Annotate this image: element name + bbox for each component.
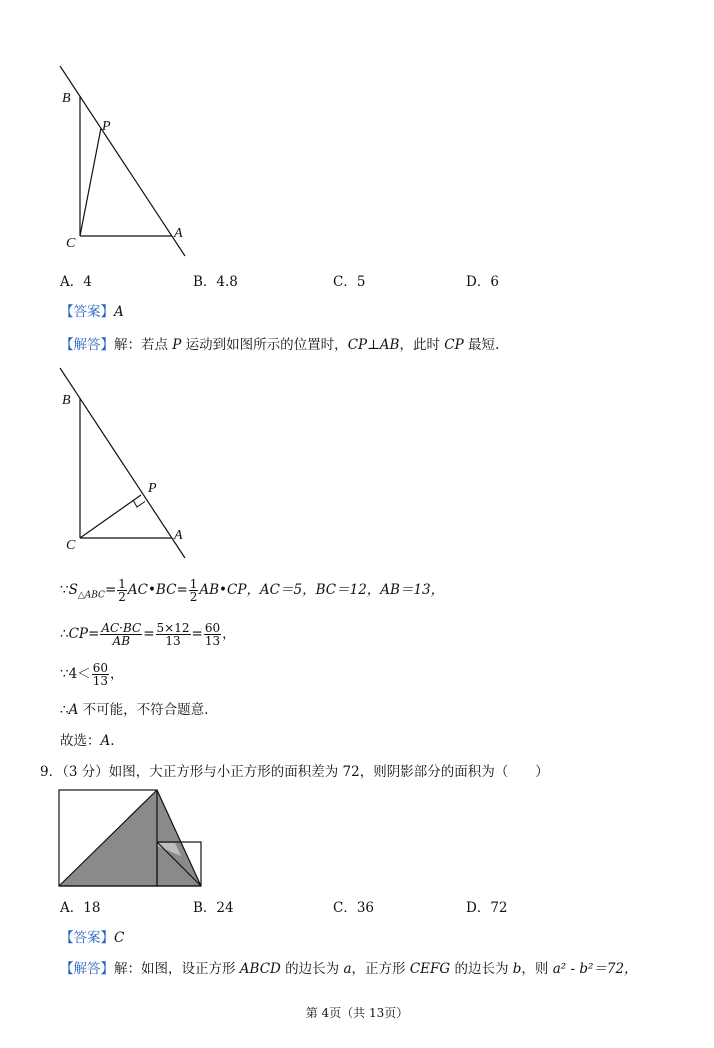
answer-value: C — [114, 930, 125, 946]
q8-analysis — [60, 336, 499, 354]
analysis-text: ，此时 — [399, 337, 445, 353]
math-line-area — [60, 578, 444, 605]
choice-value: A — [100, 733, 111, 749]
math-line-cp: ∴CP= $\frac{AC\cdot BC}{AB}$ = $\frac{5\times 12}{13}$ = $\frac{60}{13}$ ， — [60, 621, 236, 648]
product-ab-cp: AB•CP — [199, 582, 247, 598]
analysis-tag: 【解答】 — [60, 961, 114, 977]
fraction-half: $\frac{1}{2}$ — [118, 577, 126, 604]
fig1-label-a: A — [174, 226, 183, 241]
analysis-tag: 【解答】 — [60, 337, 114, 353]
q8-option-a: A．4 — [60, 274, 92, 290]
fig2-label-a: A — [174, 528, 183, 543]
equals: = — [88, 626, 100, 642]
fig2-label-p: P — [148, 481, 157, 496]
equals: = — [176, 582, 188, 598]
conclusion-text: 不可能，不符合题意. — [78, 702, 209, 718]
analysis-text: 运动到如图所示的位置时， — [181, 337, 348, 353]
product-ac-bc: AC•BC — [127, 582, 177, 598]
option-a-ref: A — [68, 702, 79, 718]
therefore-symbol: ∴ — [60, 702, 69, 718]
fraction-half: $\frac{1}{2}$ — [189, 577, 198, 604]
because-symbol: ∵ — [60, 582, 69, 598]
q9-option-c: C．36 — [333, 900, 375, 916]
fig2-label-c: C — [66, 538, 76, 553]
analysis-var-p: P — [172, 337, 182, 353]
figure-triangle-1 — [50, 60, 200, 260]
fig2-label-b: B — [62, 393, 71, 408]
fraction-60-13: $\frac{60}{13}$ — [204, 621, 221, 648]
equals: = — [104, 582, 117, 598]
q8-option-b: B．4.8 — [193, 274, 238, 290]
q9-question: 9．（3 分）如图，大正方形与小正方形的面积差为 72，则阴影部分的面积为（ ） — [40, 764, 549, 780]
area-sub: △ABC — [77, 590, 105, 601]
answer-value: A — [114, 304, 124, 320]
therefore-symbol: ∴ — [60, 626, 69, 642]
answer-tag: 【答案】 — [60, 930, 114, 946]
fraction-acbc-ab: $\frac{AC\cdot BC}{AB}$ — [101, 621, 142, 648]
math-line-choice: 故选：A. — [60, 733, 115, 749]
area-s: S — [68, 582, 78, 598]
math-line-conclusion — [60, 701, 208, 719]
fraction-5x12-13: $\frac{5\times 12}{13}$ — [156, 621, 190, 648]
q9-option-b: B．24 — [193, 900, 234, 916]
because-symbol: ∵ — [60, 666, 69, 682]
fig1-label-p: P — [102, 119, 111, 134]
figure-triangle-2 — [50, 362, 200, 562]
given-values: ，AC＝5，BC＝12，AB＝13， — [246, 582, 445, 598]
analysis-text: 最短. — [463, 337, 500, 353]
math-line-compare: ∵4＜ $\frac{60}{13}$ ， — [60, 661, 124, 688]
analysis-text: 解：若点 — [114, 337, 173, 353]
fraction-60-13: $\frac{60}{13}$ — [92, 661, 108, 688]
choice-text: 故选： — [60, 733, 101, 749]
q8-option-c: C．5 — [333, 274, 366, 290]
q9-option-a: A．18 — [60, 900, 101, 916]
analysis-var-cp: CP — [444, 337, 464, 353]
q8-answer — [60, 303, 124, 321]
analysis-cond: CP⊥AB — [347, 337, 400, 353]
fig1-label-b: B — [62, 91, 71, 106]
page-footer: 第 4页（共 13页） — [305, 1006, 409, 1020]
q9-option-d: D．72 — [466, 900, 508, 916]
var-cp: CP — [68, 626, 89, 642]
compare-text: 4＜ — [68, 666, 91, 682]
fig1-label-c: C — [66, 236, 76, 251]
q8-option-d: D．6 — [466, 274, 499, 290]
q9-analysis: 【解答】解：如图，设正方形 ABCD 的边长为 a，正方形 CEFG 的边长为 b，则 a² - b²＝72， — [60, 961, 638, 977]
figure-squares — [55, 785, 207, 891]
answer-tag: 【答案】 — [60, 304, 114, 320]
q9-answer — [60, 929, 124, 947]
